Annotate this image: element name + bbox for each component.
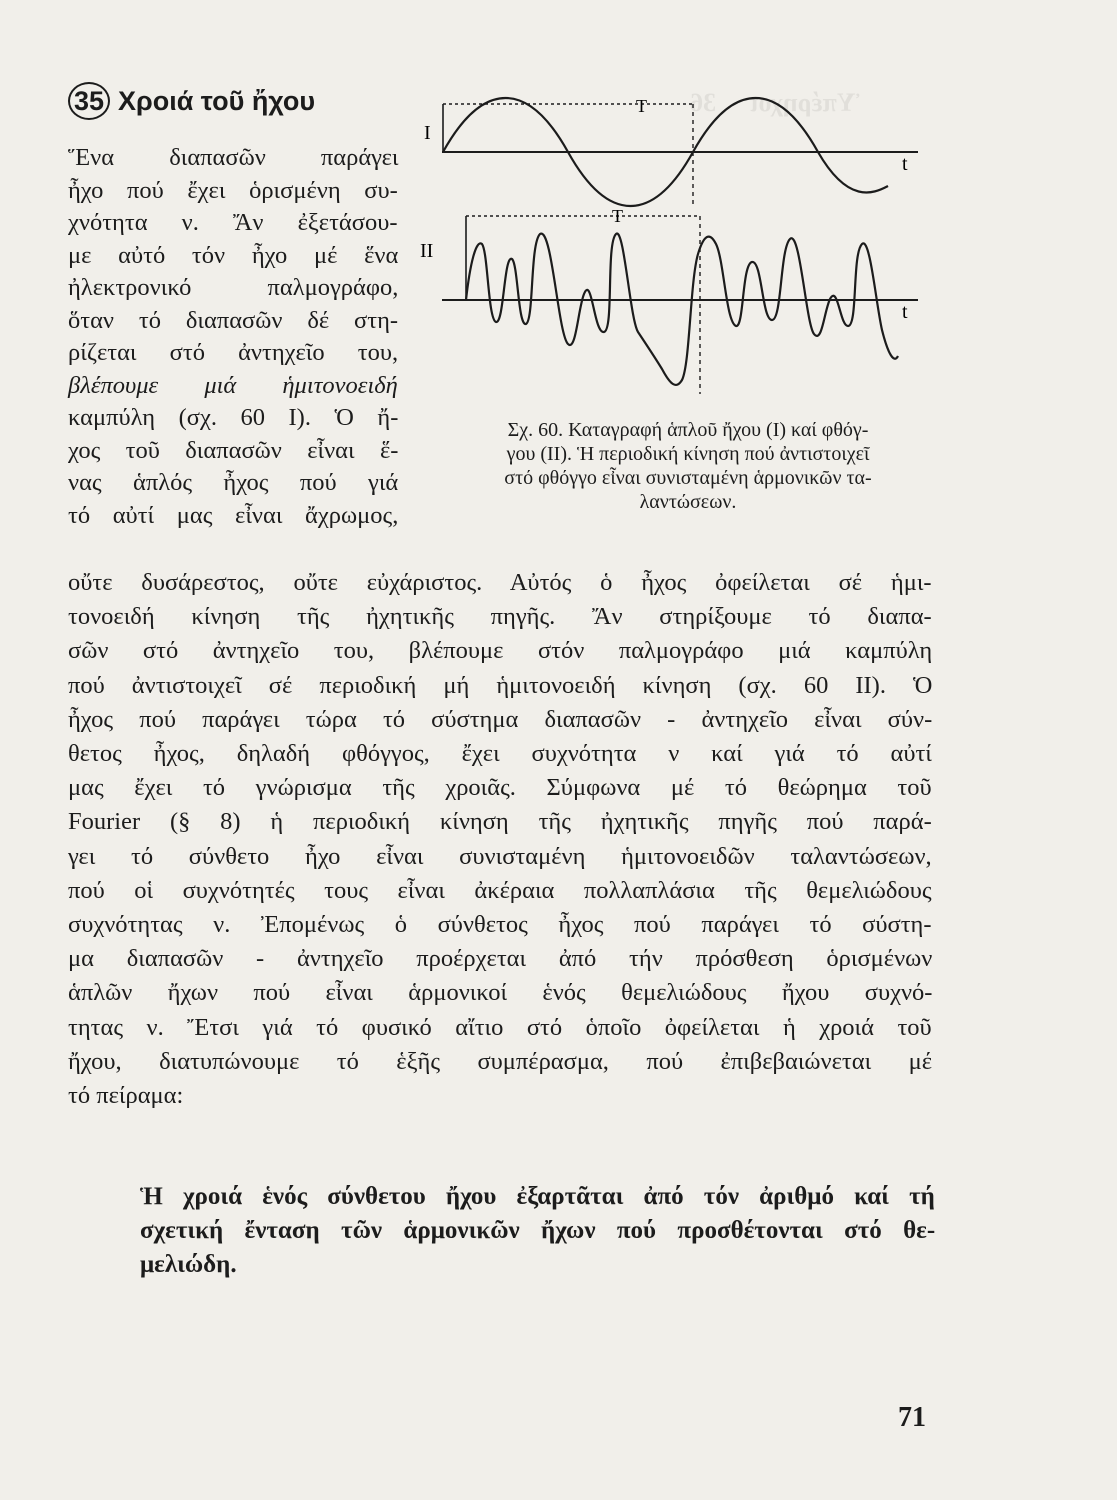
text-line: ρίζεται στό ἀντηχεῖο του, [68, 339, 399, 366]
text-line: τονοειδή κίνηση τῆς ἠχητικῆς πηγῆς. Ἄν στηρίξουμε τό διαπα- [68, 603, 932, 631]
text-line: Fourier (§ 8) ἡ περιοδική κίνηση τῆς ἠχητικῆς πηγῆς πού παρά- [68, 808, 932, 836]
caption-line: λαντώσεων. [639, 491, 737, 513]
text-line: μας ἔχει τό γνώρισμα τῆς χροιᾶς. Σύμφωνα μέ τό θεώρημα τοῦ [68, 774, 932, 802]
text-line: χος τοῦ διαπασῶν εἶναι ἕ- [68, 436, 399, 464]
text-line: οὔτε δυσάρεστος, οὔτε εὐχάριστος. Αὐτός ὁ ἦχος ὀφείλεται σέ ἡμι- [68, 569, 932, 596]
text-line: Ἡ χροιά ἑνός σύνθετου ἤχου ἐξαρτᾶται ἀπό τόν ἀριθμό καί τή [140, 1183, 935, 1210]
bleed-through-header: Ὑπέρηχοι 36 [690, 88, 860, 117]
caption-line: στό φθόγγο εἶναι συνισταμένη ἁρμονικῶν τα- [504, 467, 872, 489]
section-title: Χροιά τοῦ ἤχου [118, 86, 316, 116]
text-line: νας ἁπλός ἦχος πού γιά [68, 469, 399, 496]
conclusion-statement [140, 1180, 935, 1282]
text-line: συχνότητας ν. Ἐπομένως ὁ σύνθετος ἦχος πού παράγει τό σύστη- [68, 911, 932, 939]
text-line: σῶν στό ἀντηχεῖο του, βλέπουμε στόν παλμογράφο μιά καμπύλη [68, 637, 933, 665]
text-line: μελιώδη. [140, 1251, 237, 1278]
text-line: Ἕνα διαπασῶν παράγει [68, 144, 399, 171]
section-heading [68, 82, 315, 120]
text-line: βλέπουμε μιά ἡμιτονοειδή [68, 371, 398, 399]
body-paragraph [68, 566, 932, 1113]
text-line: πού οἱ συχνότητές τους εἶναι ἀκέραια πολλαπλάσια τῆς θεμελιώδους [68, 876, 932, 904]
complex-wave-trace [466, 234, 898, 385]
text-line: ἤχου, διατυπώνουμε τό ἑξῆς συμπέρασμα, πού ἐπιβεβαιώνεται μέ [68, 1047, 933, 1075]
text-line: πού ἀντιστοιχεῖ σέ περιοδική μή ἡμιτονοειδή κίνηση (σχ. 60 II). Ὁ [68, 671, 933, 699]
figure-caption [438, 418, 938, 514]
text-line: ἠλεκτρονικό παλμογράφο, [68, 274, 399, 301]
text-line: τό πείραμα: [68, 1082, 184, 1110]
axis-label-t-II: t [902, 301, 908, 323]
text-line: γει τό σύνθετο ἦχο εἶναι συνισταμένη ἡμιτονοειδῶν ταλαντώσεων, [68, 842, 932, 870]
text-line: ἦχο πού ἔχει ὁρισμένη συ- [68, 176, 398, 204]
caption-line: γου (II). Ἡ περιοδική κίνηση πού ἀντιστοιχεῖ [506, 443, 870, 465]
oscilloscope-figure [418, 94, 938, 414]
period-label-T-II: T [612, 206, 623, 226]
text-line: τητας ν. Ἔτσι γιά τό φυσικό αἴτιο στό ὁποῖο ὀφείλεται ἡ χροιά τοῦ [68, 1013, 932, 1041]
intro-paragraph [68, 142, 398, 532]
text-line: ἁπλῶν ἤχων πού εἶναι ἁρμονικοί ἑνός θεμελιώδους ἤχου συχνό- [68, 979, 933, 1007]
axis-label-t-I: t [902, 153, 908, 175]
caption-line: Σχ. 60. Καταγραφή ἁπλοῦ ἤχου (I) καί φθόγ- [507, 419, 869, 441]
text-line: καμπύλη (σχ. 60 I). Ὁ ἤ- [68, 404, 399, 431]
figure-label-I: I [424, 122, 431, 144]
text-line: σχετική ἔνταση τῶν ἁρμονικῶν ἤχων πού προσθέτονται στό θε- [140, 1217, 936, 1244]
figure-label-II: II [420, 240, 434, 262]
text-line: θετος ἦχος, δηλαδή φθόγγος, ἔχει συχνότητα ν καί γιά τό αὐτί [68, 740, 932, 768]
text-line: με αὐτό τόν ἦχο μέ ἕνα [68, 241, 399, 269]
text-line: χνότητα ν. Ἄν ἐξετάσου- [68, 209, 398, 236]
period-label-T-I: T [636, 96, 647, 116]
section-number-circle: 35 [68, 82, 110, 120]
text-line: τό αὐτί μας εἶναι ἄχρωμος, [68, 501, 399, 529]
page-number: 71 [898, 1402, 926, 1433]
text-line: μα διαπασῶν - ἀντηχεῖο προέρχεται ἀπό τήν πρόσθεση ὁρισμένων [68, 945, 933, 973]
text-line: ἦχος πού παράγει τώρα τό σύστημα διαπασῶν - ἀντηχεῖο εἶναι σύν- [68, 705, 933, 733]
text-line: ὅταν τό διαπασῶν δέ στη- [68, 306, 399, 334]
